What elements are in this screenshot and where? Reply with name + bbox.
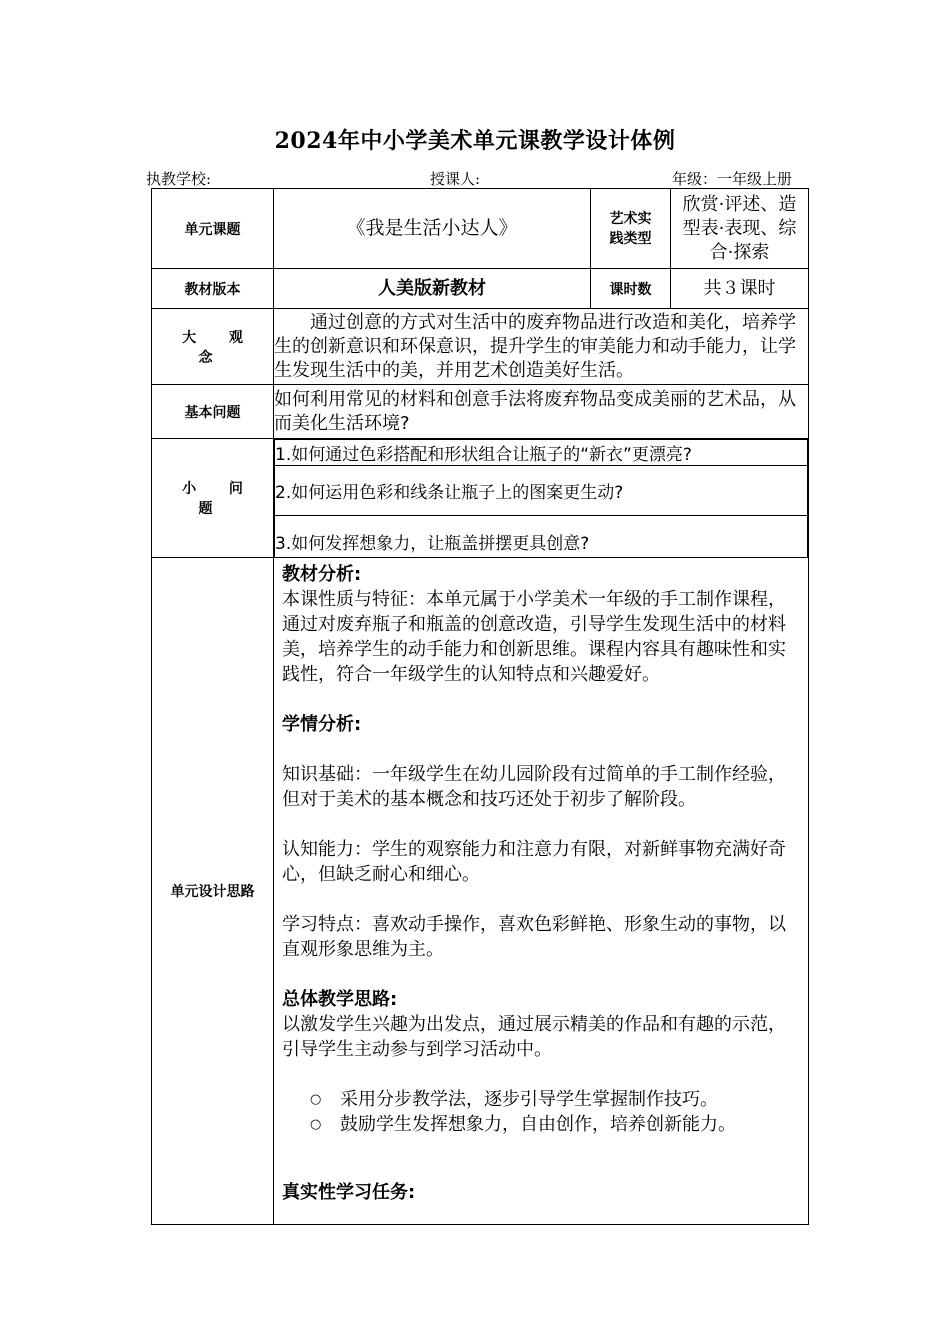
big-idea-value: 通过创意的方式对生活中的废弃物品进行改造和美化，培养学生的创新意识和环保意识，提升学生的审美能力和动手能力，让学生发现生活中的美，并用艺术创造美好生活。 — [274, 309, 809, 385]
row-basic-question — [152, 385, 809, 439]
circle-bullet-icon: ○ — [310, 1091, 322, 1107]
circle-bullet-icon: ○ — [310, 1116, 322, 1132]
small-question-item: 2.如何运用色彩和线条让瓶子上的图案更生动? — [275, 466, 808, 516]
row-unit-topic — [152, 189, 809, 269]
knowledge-text: 知识基础：一年级学生在幼儿园阶段有过简单的手工制作经验，但对于美术的基本概念和技巧还处于初步了解阶段。 — [282, 763, 786, 810]
lesson-design-table — [151, 188, 809, 1225]
approach-list — [282, 1087, 800, 1137]
basic-question-value: 如何利用常见的材料和创意手法将废弃物品变成美丽的艺术品，从而美化生活环境? — [274, 385, 809, 439]
unit-design-label: 单元设计思路 — [152, 557, 274, 1224]
material-text: 本课性质与特征：本单元属于小学美术一年级的手工制作课程，通过对废弃瓶子和瓶盖的创意改造，引导学生发现生活中的材料美，培养学生的动手能力和创新思维。课程内容具有趣味性和实践性，符合一年级学生的认知特点和兴趣爱好。 — [282, 588, 786, 685]
edition-label: 教材版本 — [152, 269, 274, 309]
basic-question-label: 基本问题 — [152, 385, 274, 439]
material-heading: 教材分析: — [282, 563, 362, 585]
row-unit-design — [152, 557, 809, 1224]
unit-topic-value: 《我是生活小达人》 — [274, 189, 591, 269]
task-heading: 真实性学习任务: — [282, 1181, 416, 1203]
small-questions-list — [274, 439, 808, 557]
row-big-idea — [152, 309, 809, 385]
small-question-item: 3.如何发挥想象力，让瓶盖拼摆更具创意? — [275, 516, 808, 557]
small-question-item: 1.如何通过色彩搭配和形状组合让瓶子的“新衣”更漂亮? — [275, 440, 808, 466]
art-type-value: 欣赏·评述、造型表·表现、综合·探索 — [671, 189, 809, 269]
list-item: ○ 鼓励学生发挥想象力，自由创作，培养创新能力。 — [310, 1113, 736, 1135]
learning-text: 学习特点：喜欢动手操作，喜欢色彩鲜艳、形象生动的事物，以直观形象思维为主。 — [282, 913, 786, 960]
row-small-questions — [152, 439, 809, 558]
student-heading: 学情分析: — [282, 713, 362, 735]
hours-label: 课时数 — [591, 269, 671, 309]
unit-topic-label: 单元课题 — [152, 189, 274, 269]
grade-text: 年级：一年级上册 — [672, 170, 793, 188]
overall-text: 以激发学生兴趣为出发点，通过展示精美的作品和有趣的示范，引导学生主动参与到学习活动中。 — [282, 1013, 786, 1060]
row-edition — [152, 269, 809, 309]
hours-value: 共３课时 — [671, 269, 809, 309]
small-questions-cell — [274, 439, 809, 558]
page-title: 2024年中小学美术单元课教学设计体例 — [274, 128, 676, 154]
art-type-label: 艺术实践类型 — [591, 189, 671, 269]
unit-design-content — [274, 557, 809, 1224]
edition-value: 人美版新教材 — [274, 269, 591, 309]
big-idea-label: 大 观 念 — [152, 309, 274, 385]
overall-heading: 总体教学思路: — [282, 988, 398, 1010]
teacher-label: 授课人: — [430, 170, 481, 188]
list-item: ○ 采用分步教学法，逐步引导学生掌握制作技巧。 — [310, 1088, 718, 1110]
cognitive-text: 认知能力：学生的观察能力和注意力有限，对新鲜事物充满好奇心，但缺乏耐心和细心。 — [282, 838, 786, 885]
school-label: 执教学校: — [146, 170, 212, 188]
small-questions-label: 小 问 题 — [152, 439, 274, 558]
